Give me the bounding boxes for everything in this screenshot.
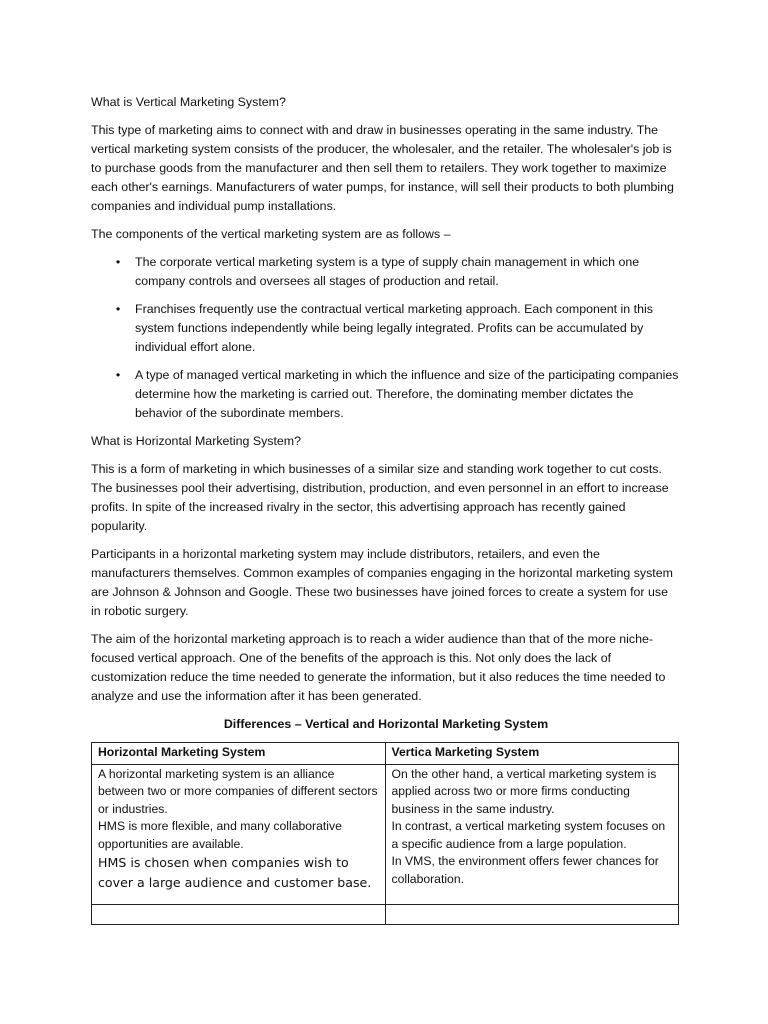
- table-cell-horizontal: [92, 764, 386, 904]
- list-item: [91, 253, 681, 291]
- cell-text: On the other hand, a vertical marketing system is applied across two or more firms conducting business in the same industry.: [391, 766, 657, 816]
- column-header-horizontal: Horizontal Marketing System: [92, 743, 386, 765]
- differences-table: [91, 742, 679, 925]
- cell-text: A horizontal marketing system is an alliance between two or more companies of different sectors or industries.: [98, 766, 378, 816]
- horizontal-paragraph: This is a form of marketing in which businesses of a similar size and standing work together to cut costs. The businesses pool their advertising, distribution, production, and even personnel in an effort to increase profits. In spite of the increased rivalry in the sector, this advertising approach has recently gained popularity.: [91, 462, 669, 533]
- list-item-text: The corporate vertical marketing system is a type of supply chain management in which one company controls and oversees all stages of production and retail.: [135, 255, 640, 288]
- components-list: [91, 253, 681, 423]
- horizontal-paragraph: Participants in a horizontal marketing system may include distributors, retailers, and even the manufacturers themselves. Common examples of companies engaging in the horizontal marketing system are Johnson & Johnson and Google. These two businesses have joined forces to create a system for use in robotic surgery.: [91, 547, 673, 618]
- table-cell-empty: [92, 904, 386, 924]
- table-cell-vertical: [385, 764, 679, 904]
- table-cell-empty: [385, 904, 679, 924]
- vertical-intro-paragraph: This type of marketing aims to connect with and draw in businesses operating in the same industry. The vertical marketing system consists of the producer, the wholesaler, and the retailer. The wholesaler's job is to purchase goods from the manufacturer and then sell them to retailers. They work together to maximize each other's earnings. Manufacturers of water pumps, for instance, will sell their products to both plumbing companies and individual pump installations.: [91, 123, 674, 213]
- cell-text: HMS is chosen when companies wish to cover a large audience and customer base.: [98, 855, 372, 890]
- list-item: [91, 366, 681, 423]
- list-item-text: A type of managed vertical marketing in which the influence and size of the participating companies determine how the marketing is carried out. Therefore, the dominating member dictates the behavior of the subordinate members.: [135, 368, 679, 420]
- horizontal-paragraph: The aim of the horizontal marketing approach is to reach a wider audience than that of the more niche-focused vertical approach. One of the benefits of the approach is this. Not only does the lack of customization reduce the time needed to generate the information, but it also reduces the time needed to analyze and use the information after it has been generated.: [91, 632, 666, 703]
- vertical-heading: What is Vertical Marketing System?: [91, 95, 286, 109]
- table-title: Differences – Vertical and Horizontal Marketing System: [223, 717, 549, 731]
- cell-text: In contrast, a vertical marketing system focuses on a specific audience from a large population.: [391, 819, 666, 851]
- list-item: [91, 300, 681, 357]
- cell-text: HMS is more flexible, and many collaborative opportunities are available.: [98, 819, 342, 851]
- cell-text: In VMS, the environment offers fewer chances for collaboration.: [391, 854, 659, 886]
- bullet-icon: •: [115, 255, 121, 269]
- components-intro: The components of the vertical marketing system are as follows –: [91, 227, 451, 241]
- horizontal-heading: What is Horizontal Marketing System?: [91, 434, 302, 448]
- list-item-text: Franchises frequently use the contractual vertical marketing approach. Each component in this system functions independently while being legally integrated. Profits can be accumulated by individual effort alone.: [135, 302, 653, 354]
- table-row: [92, 904, 679, 924]
- column-header-vertical: Vertica Marketing System: [385, 743, 679, 765]
- table-row: [92, 764, 679, 904]
- table-header-row: [92, 743, 679, 765]
- document-content: [91, 93, 681, 925]
- bullet-icon: •: [115, 368, 121, 382]
- bullet-icon: •: [115, 302, 121, 316]
